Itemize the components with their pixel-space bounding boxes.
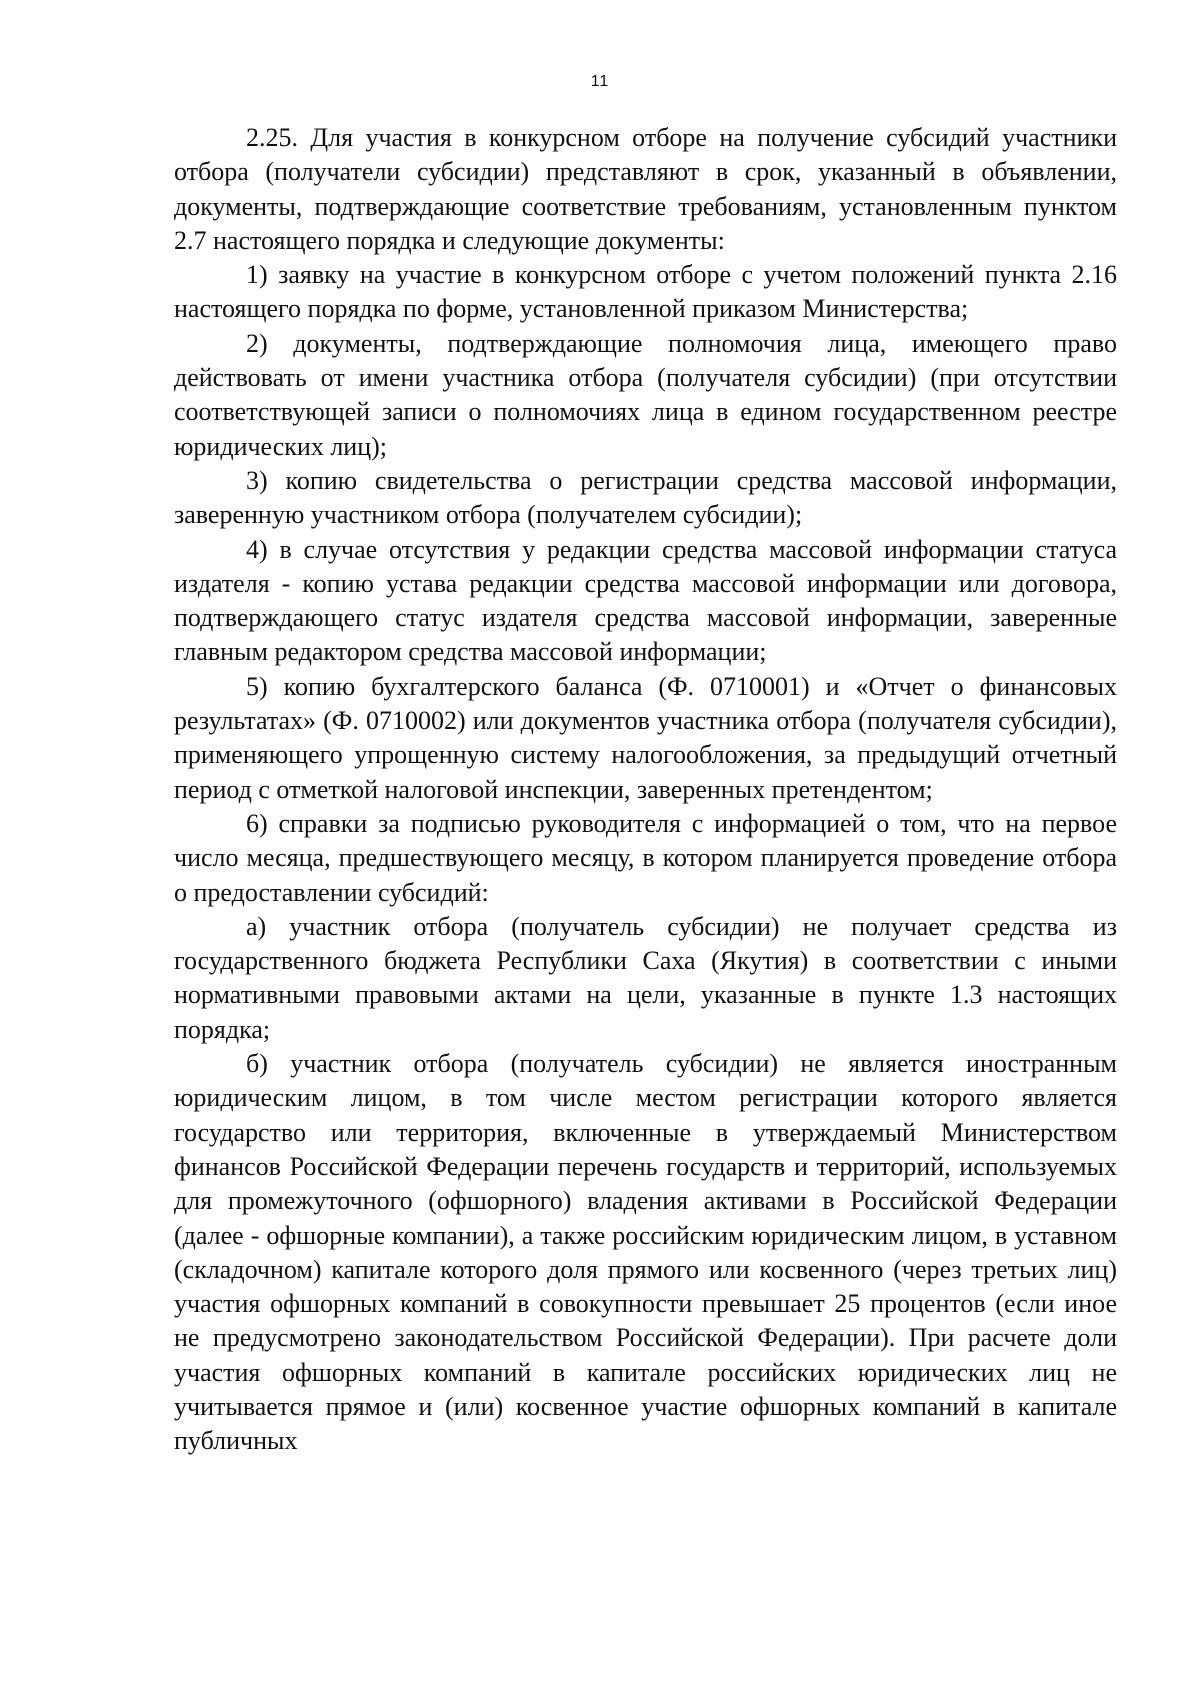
- paragraph-item-3: 3) копию свидетельства о регистрации средства массовой информации, заверенную участником отбора (получателем субсидии);: [174, 465, 1117, 530]
- document-body: [174, 121, 1117, 1459]
- paragraph-subitem-a: а) участник отбора (получатель субсидии) не получает средства из государственного бюджета Республики Саха (Якутия) в соответствии с иными нормативными правовыми актами на цели, указанные в пункте 1.3 настоящих порядка;: [174, 911, 1117, 1044]
- paragraph-2-25: 2.25. Для участия в конкурсном отборе на получение субсидий участники отбора (получатели субсидии) представляют в срок, указанный в объявлении, документы, подтверждающие соответствие требованиям, установленным пунктом 2.7 настоящего порядка и следующие документы:: [174, 123, 1117, 255]
- paragraph-item-5: 5) копию бухгалтерского баланса (Ф. 0710001) и «Отчет о финансовых результатах» (Ф. 0710002) или документов участника отбора (получателя субсидии), применяющего упрощенную систему налогообложения, за предыдущий отчетный период с отметкой налоговой инспекции, заверенных претендентом;: [174, 671, 1117, 804]
- paragraph-item-4: 4) в случае отсутствия у редакции средства массовой информации статуса издателя - копию устава редакции средства массовой информации или договора, подтверждающего статус издателя средства массовой информации, заверенные главным редактором средства массовой информации;: [174, 534, 1117, 667]
- paragraph-item-2: 2) документы, подтверждающие полномочия лица, имеющего право действовать от имени участника отбора (получателя субсидии) (при отсутствии соответствующей записи о полномочиях лица в едином государственном реестре юридических лиц);: [174, 328, 1117, 461]
- page-number: 11: [590, 73, 610, 90]
- paragraph-item-1: 1) заявку на участие в конкурсном отборе с учетом положений пункта 2.16 настоящего порядка по форме, установленной приказом Министерства;: [174, 260, 1117, 324]
- paragraph-item-6: 6) справки за подписью руководителя с информацией о том, что на первое число месяца, предшествующего месяцу, в котором планируется проведение отбора о предоставлении субсидий:: [174, 808, 1117, 907]
- paragraph-subitem-b: б) участник отбора (получатель субсидии) не является иностранным юридическим лицом, в том числе местом регистрации которого является государство или территория, включенные в утверждаемый Министерством финансов Российской Федерации перечень государств и территорий, используемых для промежуточного (офшорного) владения активами в Российской Федерации (далее - офшорные компании), а также российским юридическим лицом, в уставном (складочном) капитале которого доля прямого или косвенного (через третьих лиц) участия офшорных компаний в совокупности превышает 25 процентов (если иное не предусмотрено законодательством Российской Федерации). При расчете доли участия офшорных компаний в капитале российских юридических лиц не учитывается прямое и (или) косвенное участие офшорных компаний в капитале публичных: [174, 1049, 1117, 1456]
